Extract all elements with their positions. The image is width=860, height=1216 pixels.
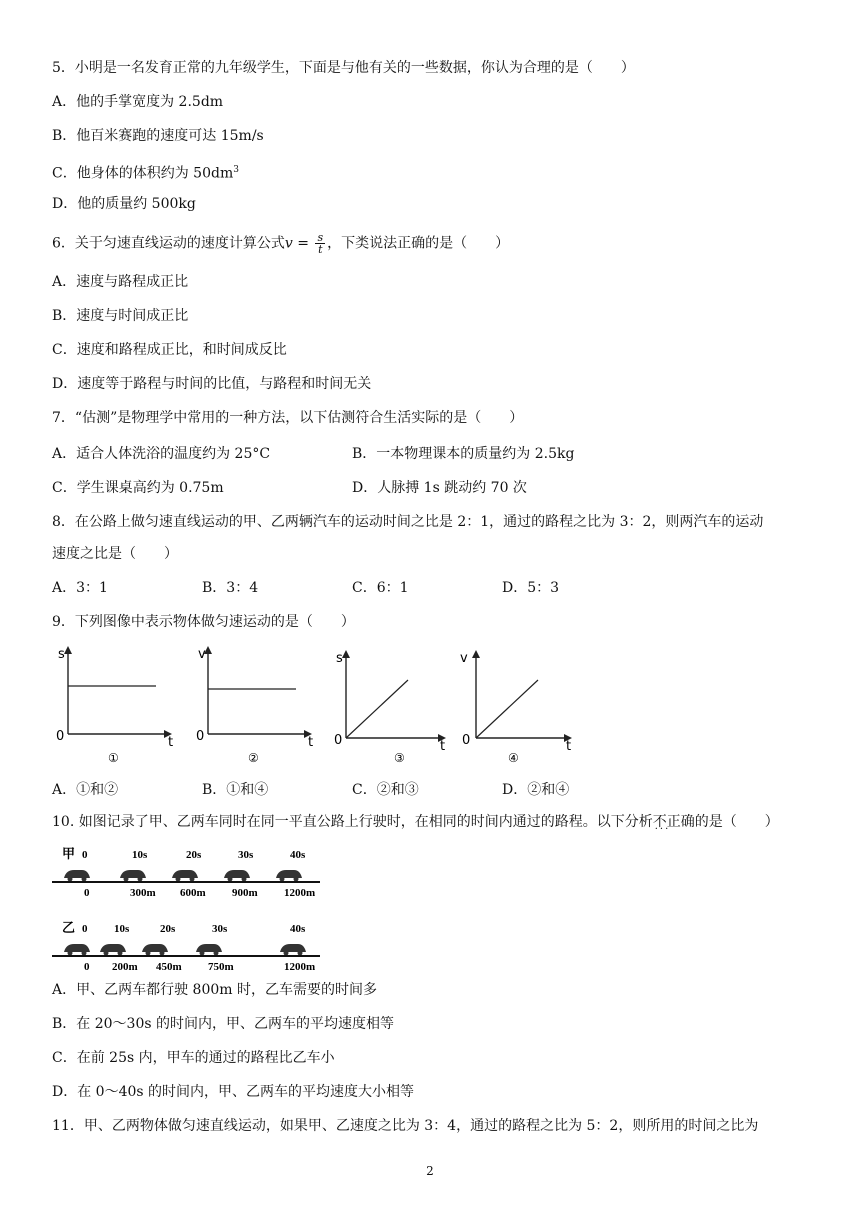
graph-4-x-label: t [566, 739, 572, 754]
yi-dist-3: 750m [208, 961, 234, 973]
jia-dist-3: 900m [232, 887, 258, 899]
yi-time-2: 20s [160, 923, 176, 935]
yi-time-0: 0 [82, 923, 88, 935]
q9-option-a: A．①和② [52, 782, 119, 798]
graph-3-line [346, 680, 408, 738]
graph-1 [52, 644, 182, 768]
q6-stem: 6．关于匀速直线运动的速度计算公式v = $\frac{s}{t}$ ，下类说法正确的是（ ） [52, 231, 510, 256]
graph-4-y-label: v [460, 651, 468, 666]
graph-4-caption: ④ [508, 751, 519, 764]
graph-4 [456, 644, 586, 768]
car-jia-icons [64, 870, 302, 882]
jia-time-0: 0 [82, 849, 88, 861]
jia-time-3: 30s [238, 849, 254, 861]
yi-dist-0: 0 [84, 961, 90, 973]
q8-option-b: B．3：4 [202, 580, 259, 596]
speed-formula-fraction: $\frac{s}{t}$ [317, 231, 324, 256]
q10-option-b: B．在 20～30s 的时间内，甲、乙两车的平均速度相等 [52, 1016, 395, 1032]
graph-2-caption: ② [248, 751, 259, 764]
graph-1-x-label: t [168, 735, 174, 750]
q8-stem-line2: 速度之比是（ ） [52, 546, 178, 562]
emphasized-text: 不正确 ··· [653, 814, 695, 830]
q8-stem-line1: 8．在公路上做匀速直线运动的甲、乙两辆汽车的运动时间之比是 2：1，通过的路程之比为 3：2，则两汽车的运动 [52, 514, 764, 530]
graph-4-line [476, 680, 538, 738]
q7-option-c: C．学生课桌高约为 0.75m [52, 480, 224, 496]
q5-option-b: B．他百米赛跑的速度可达 15m/s [52, 128, 264, 144]
q8-option-a: A．3：1 [52, 580, 108, 596]
q6-option-c: C．速度和路程成正比，和时间成反比 [52, 342, 287, 358]
q7-option-d: D．人脉搏 1s 跳动约 70 次 [352, 480, 527, 496]
car-yi-name: 乙 [62, 920, 76, 935]
yi-time-1: 10s [114, 923, 130, 935]
graph-2 [192, 644, 322, 768]
yi-dist-1: 200m [112, 961, 138, 973]
graph-1-origin: 0 [56, 729, 65, 744]
q10-option-a: A．甲、乙两车都行驶 800m 时，乙车需要的时间多 [52, 982, 378, 998]
q7-option-a: A．适合人体洗浴的温度约为 25°C [52, 446, 271, 462]
q6-option-b: B．速度与时间成正比 [52, 308, 189, 324]
q9-stem: 9．下列图像中表示物体做匀速运动的是（ ） [52, 614, 355, 630]
graph-2-x-label: t [308, 735, 314, 750]
q5-stem: 5．小明是一名发育正常的九年级学生，下面是与他有关的一些数据，你认为合理的是（ ） [52, 60, 635, 76]
graph-3-caption: ③ [394, 751, 405, 764]
graph-2-y-label: v [198, 647, 206, 662]
yi-time-3: 30s [212, 923, 228, 935]
jia-time-4: 40s [290, 849, 306, 861]
page-number: 2 [426, 1164, 434, 1178]
jia-dist-4: 1200m [284, 887, 316, 899]
jia-dist-2: 600m [180, 887, 206, 899]
q8-option-d: D．5：3 [502, 580, 560, 596]
yi-dist-4: 1200m [284, 961, 316, 973]
q5-option-d: D．他的质量约 500kg [52, 196, 196, 212]
q10-stem: 10. 如图记录了甲、乙两车同时在同一平直公路上行驶时，在相同的时间内通过的路程。以下分析不正确 ···的是（ ） [52, 812, 779, 832]
q5-option-a: A．他的手掌宽度为 2.5dm [52, 94, 224, 110]
q5-option-c: C．他身体的体积约为 $50dm^3$ [52, 165, 239, 182]
graph-3-y-label: s [336, 651, 343, 666]
graph-1-y-label: s [58, 647, 65, 662]
q9-option-b: B．①和④ [202, 782, 269, 798]
jia-time-1: 10s [132, 849, 148, 861]
car-jia-name: 甲 [62, 846, 76, 861]
jia-dist-1: 300m [130, 887, 156, 899]
q6-option-a: A．速度与路程成正比 [52, 274, 189, 290]
graph-4-origin: 0 [462, 733, 471, 748]
q7-option-b: B．一本物理课本的质量约为 2.5kg [352, 446, 575, 462]
jia-time-2: 20s [186, 849, 202, 861]
graph-1-caption: ① [108, 751, 119, 764]
graph-3-x-label: t [440, 739, 446, 754]
q8-option-c: C．6：1 [352, 580, 409, 596]
car-yi-icons [64, 944, 306, 956]
jia-dist-0: 0 [84, 887, 90, 899]
q11-stem: 11．甲、乙两物体做匀速直线运动，如果甲、乙速度之比为 3：4，通过的路程之比为 5：2，则所用的时间之比为 [52, 1118, 759, 1134]
yi-time-4: 40s [290, 923, 306, 935]
q7-stem: 7．“估测”是物理学中常用的一种方法，以下估测符合生活实际的是（ ） [52, 410, 524, 426]
q6-option-d: D．速度等于路程与时间的比值，与路程和时间无关 [52, 376, 372, 392]
q10-option-c: C．在前 25s 内，甲车的通过的路程比乙车小 [52, 1050, 335, 1066]
yi-dist-2: 450m [156, 961, 182, 973]
car-jia-track [52, 842, 332, 904]
graph-2-origin: 0 [196, 729, 205, 744]
q9-option-c: C．②和③ [352, 782, 419, 798]
car-yi-track [52, 916, 332, 978]
graph-3 [330, 644, 460, 768]
q10-option-d: D．在 0～40s 的时间内，甲、乙两车的平均速度大小相等 [52, 1084, 415, 1100]
q9-option-d: D．②和④ [502, 782, 570, 798]
graph-3-origin: 0 [334, 733, 343, 748]
